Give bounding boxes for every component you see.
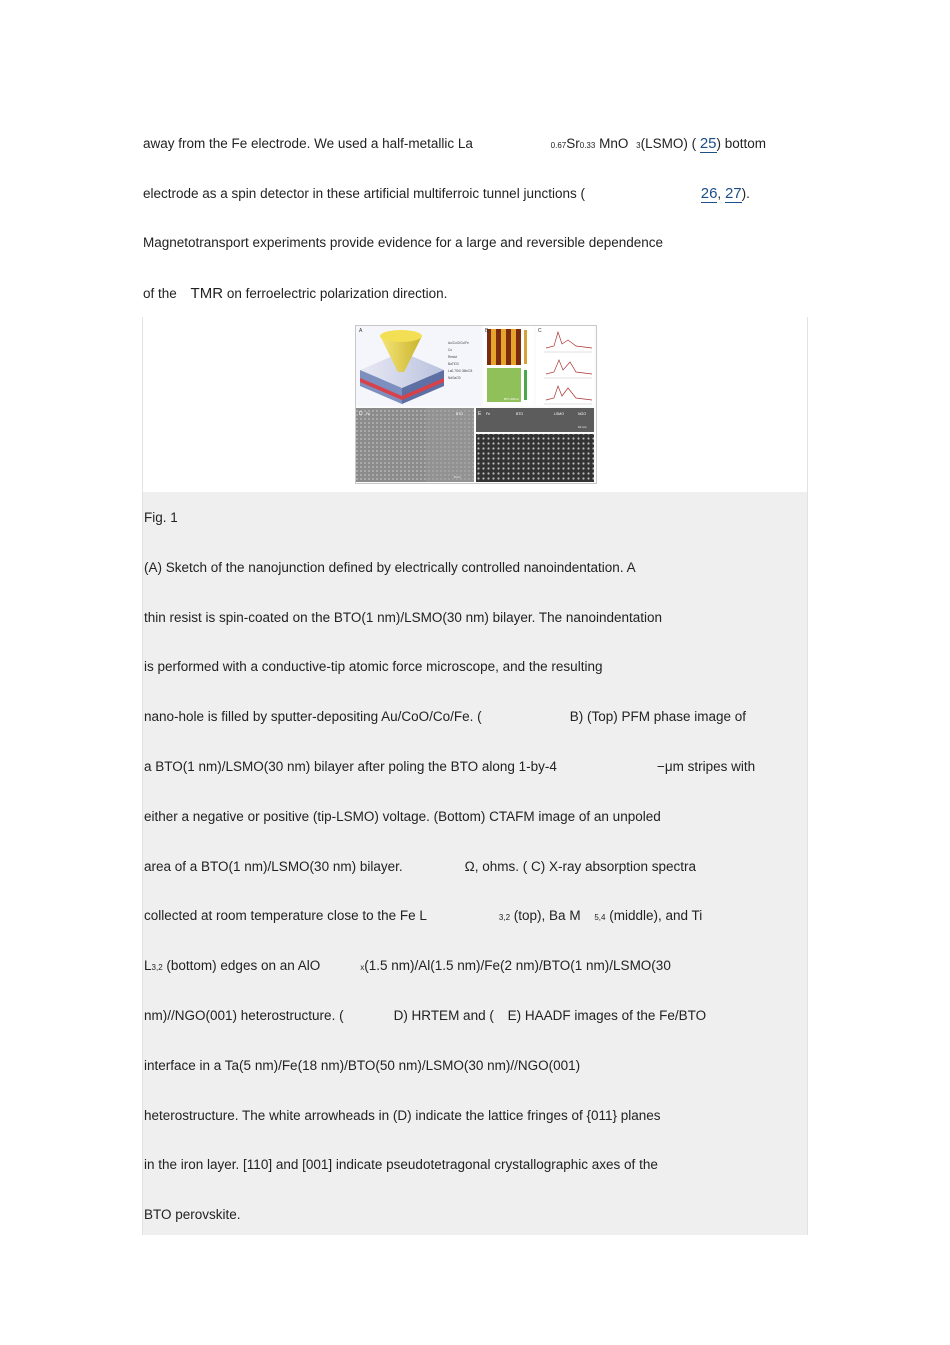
text: ) HRTEM and ( — [403, 1008, 494, 1023]
panel-letter: B — [485, 328, 489, 334]
subscript: x — [360, 963, 365, 972]
text: (bottom) edges on an AlO — [166, 958, 321, 973]
layer-label: La0.7Sr0.3MnO3 — [448, 369, 473, 373]
citation-link-27[interactable]: 27 — [724, 185, 742, 202]
scale-bar-label: 5 nm — [454, 475, 461, 479]
text: Sr — [566, 136, 580, 151]
citation-link-25[interactable]: 25 — [699, 135, 717, 152]
panel-c — [536, 326, 594, 406]
text: ) bottom — [716, 136, 767, 151]
layer-label: BaTiO3 — [448, 362, 459, 366]
text: (middle), and Ti — [609, 908, 703, 923]
layer-label: Resist — [448, 355, 457, 359]
subscript: 0.33 — [579, 141, 596, 150]
text: (1.5 nm)/Al(1.5 nm)/Fe(2 nm)/BTO(1 nm)/LSMO(30 — [364, 958, 671, 973]
text: MnO — [599, 136, 629, 151]
panel-letter: A — [359, 328, 363, 334]
text: ) Sketch of the nanojunction defined by electrically controlled nanoindentation. A — [157, 560, 636, 575]
layer-label: Au/CoO/Co/Fe — [448, 341, 469, 345]
panel-label: Fe — [486, 412, 491, 416]
panel-ref: A — [148, 560, 158, 575]
panel-ref: D — [393, 1008, 404, 1023]
caption-line — [144, 1008, 706, 1023]
panel-a — [356, 326, 482, 406]
panel-ref: B — [569, 709, 579, 724]
text: nm)//NGO(001) heterostructure. ( — [144, 1008, 344, 1023]
caption-line — [144, 908, 702, 923]
caption-line: thin resist is spin-coated on the BTO(1 nm)/LSMO(30 nm) bilayer. The nanoindentation — [144, 610, 663, 625]
text: on ferroelectric polarization direction. — [226, 286, 448, 301]
figure-1-image[interactable] — [355, 325, 597, 484]
body-line-2 — [143, 185, 750, 202]
panel-label: BTO — [456, 412, 464, 416]
caption-line: BTO perovskite. — [144, 1207, 241, 1222]
caption-line: in the iron layer. [110] and [001] indicate pseudotetragonal crystallographic axes of the — [144, 1157, 658, 1172]
text: collected at room temperature close to the Fe L — [144, 908, 427, 923]
subscript: 3 — [636, 141, 641, 150]
subscript: 3,2 — [151, 963, 163, 972]
panel-letter: C — [538, 328, 542, 334]
caption-line — [144, 859, 696, 874]
abbreviation-tmr: TMR — [190, 285, 224, 302]
body-line-4 — [143, 285, 447, 302]
layer-label: Co — [448, 348, 453, 352]
caption-line — [144, 759, 755, 774]
panel-letter: E — [478, 411, 482, 417]
panel-label: LSMO — [554, 412, 564, 416]
layer-label: NdGaO3 — [448, 376, 461, 380]
text: (top), Ba M — [513, 908, 581, 923]
text: nano-hole is filled by sputter-depositing Au/CoO/Co/Fe. ( — [144, 709, 482, 724]
text: ) (Top) PFM phase image of — [578, 709, 747, 724]
text: electrode as a spin detector in these artificial multiferroic tunnel junctions ( — [143, 186, 585, 201]
text: area of a BTO(1 nm)/LSMO(30 nm) bilayer. — [144, 859, 403, 874]
figure-container — [142, 317, 808, 1235]
text: (LSMO) ( — [640, 136, 697, 151]
caption-line: interface in a Ta(5 nm)/Fe(18 nm)/BTO(50 nm)/LSMO(30 nm)//NGO(001) — [144, 1058, 581, 1073]
text: away from the Fe electrode. We used a half-metallic La — [143, 136, 473, 151]
text: L — [144, 958, 152, 973]
panel-d — [356, 408, 474, 482]
caption-line: heterostructure. The white arrowheads in (D) indicate the lattice fringes of {011} planes — [144, 1108, 661, 1123]
panel-label: BTO 400nm — [504, 397, 520, 401]
text: C) X-ray absorption spectra — [530, 859, 697, 874]
caption-line — [144, 560, 636, 575]
caption-line — [144, 958, 671, 973]
text: Ω, ohms. ( — [464, 859, 528, 874]
text: ). — [741, 186, 750, 201]
scale-bar-label: 10 nm — [578, 425, 587, 429]
text: a BTO(1 nm)/LSMO(30 nm) bilayer after poling the BTO along 1-by-4 — [144, 759, 557, 774]
subscript: 3,2 — [498, 913, 511, 922]
body-line-3: Magnetotransport experiments provide evidence for a large and reversible dependence — [143, 235, 664, 250]
panel-label: BTO — [516, 412, 524, 416]
text: ( — [144, 560, 149, 575]
panel-e — [476, 408, 594, 482]
citation-link-26[interactable]: 26 — [700, 185, 718, 202]
text: −μm stripes with — [656, 759, 756, 774]
caption-title: Fig. 1 — [144, 510, 178, 525]
text: of the — [143, 286, 177, 301]
caption-line: is performed with a conductive-tip atomic force microscope, and the resulting — [144, 659, 603, 674]
panel-b — [484, 326, 534, 406]
subscript: 0.67 — [550, 141, 567, 150]
figure-1-graphic — [356, 326, 596, 483]
caption-line: either a negative or positive (tip-LSMO) voltage. (Bottom) CTAFM image of an unpoled — [144, 809, 661, 824]
text: , — [717, 186, 722, 201]
figure-caption — [143, 492, 807, 1235]
figure-image-area — [143, 317, 807, 492]
subscript: 5,4 — [594, 913, 606, 922]
panel-label: Fe — [366, 412, 371, 416]
panel-letter: D — [359, 411, 363, 417]
panel-label: NGO — [578, 412, 586, 416]
caption-line — [144, 709, 746, 724]
text: E) HAADF images of the Fe/BTO — [507, 1008, 707, 1023]
body-line-1 — [143, 135, 766, 152]
